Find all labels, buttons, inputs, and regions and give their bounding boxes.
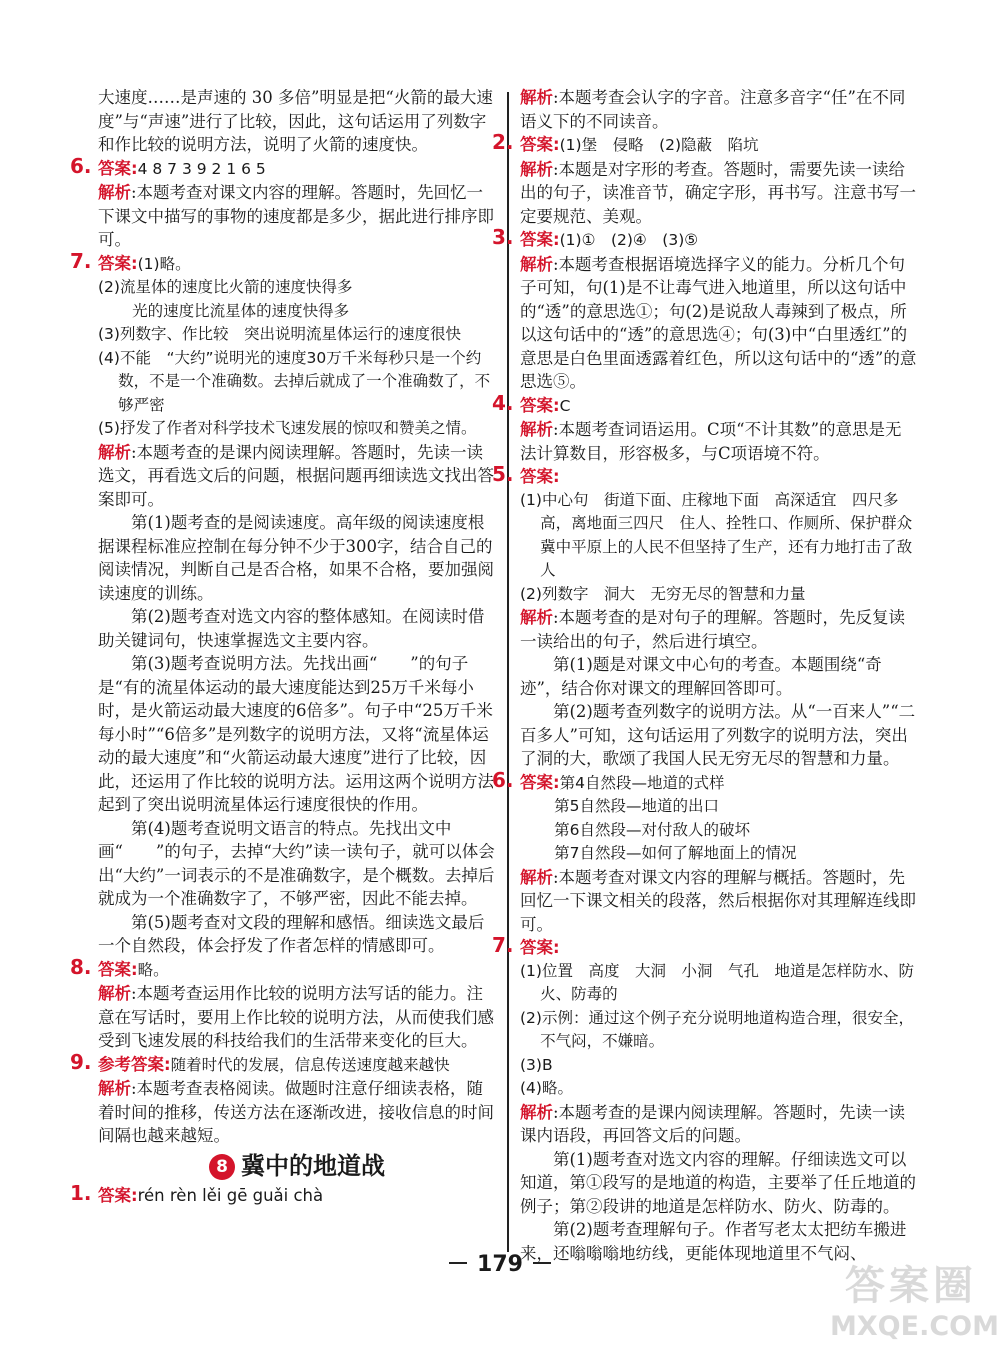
answer-text: 略。 (137, 960, 169, 979)
question-number: 7. (492, 933, 514, 957)
lesson8-question-6 (492, 767, 918, 937)
lesson8-question-1 (70, 1180, 496, 1208)
question-number: 1. (70, 1180, 92, 1205)
analysis-label: 解析 (98, 442, 131, 462)
analysis-label: 解析 (520, 88, 553, 107)
answer-text: (2)列数字 洞大 无穷无尽的智慧和力量 (520, 584, 806, 603)
lesson8-question-5 (492, 462, 928, 771)
column-divider (507, 92, 509, 1252)
answer-label: 答案: (98, 253, 138, 273)
analysis-paragraph: 第(1)题是对课文中心句的考查。本题围绕“奇迹”，结合你对课文的理解回答即可。 (520, 655, 882, 698)
answer-text: 第7自然段—如何了解地面上的情况 (554, 844, 797, 862)
question-number: 7. (70, 248, 92, 273)
question-6 (70, 153, 496, 252)
lesson-number-badge: 8 (209, 1154, 235, 1180)
answer-text: (4)略。 (520, 1079, 573, 1097)
answer-text: (1)① (2)④ (3)⑤ (559, 231, 699, 249)
analysis-paragraph: 第(3)题考查说明方法。先找出画“ ”的句子是“有的流星体运动的最大速度能达到25万千米每小时，是火箭运动最大速度的6倍多”。句子中“25万千米每小时”“6倍多”是列数字的说明方法，又将“流星体运动的最大速度”和“火箭运动最大速度”进行了比较，因此，还运用了作比较的说明方法。运用这两个说明方法起到了突出说明流星体运行速度很快的作用。 (98, 654, 494, 814)
answer-text: 第4自然段—地道的式样 (559, 773, 725, 792)
analysis-text: :本题考查的是课内阅读理解。答题时，先读一读选文，再看选文后的问题，根据问题再细读选文找出答案即可。 (98, 442, 494, 509)
analysis-label: 解析 (98, 183, 131, 202)
answer-label: 答案: (520, 230, 560, 249)
analysis-label: 解析 (520, 254, 553, 274)
answer-text: 第6自然段—对付敌人的破坏 (554, 820, 750, 839)
analysis-label: 解析 (520, 867, 553, 887)
analysis-paragraph: 第(4)题考查说明文语言的特点。先找出文中画“ ”的句子，去掉“大约”读一读句子，就可以体会出“大约”一词表示的不是准确数字，是个概数。去掉后就成为一个准确数字了，不够严密，因此不能去掉。 (98, 818, 495, 908)
dash-left (449, 1262, 467, 1264)
lesson8-question-1-analysis (520, 86, 918, 133)
analysis-text: :本题考查对课文内容的理解。答题时，先回忆一下课文中描写的事物的速度都是多少，据此进行排序即可。 (98, 183, 494, 249)
answer-text: (1)堡 侵略 (2)隐蔽 陷坑 (559, 136, 759, 154)
analysis-text: :本题是对字形的考查。答题时，需要先读一读给出的句子，读准音节，确定字形，再书写。注意书写一定要规范、美观。 (520, 159, 916, 226)
lesson8-question-2 (492, 130, 918, 228)
watermark-title: 答案圈 (845, 1263, 977, 1309)
answer-label: 参考答案: (98, 1054, 171, 1074)
analysis-label: 解析 (98, 1079, 131, 1098)
question-number: 8. (70, 954, 92, 979)
analysis-text: :本题考查对课文内容的理解与概括。答题时，先回忆一下课文相关的段落，然后根据你对其理解连线即可。 (520, 867, 916, 934)
answer-text: (4)不能 “大约”说明光的速度30万千米每秒只是一个约数，不是一个准确数。去掉后就成了一个准确数了，不够严密 (98, 348, 491, 414)
answer-text: (5)抒发了作者对科学技术飞速发展的惊叹和赞美之情。 (98, 419, 477, 437)
lesson8-question-4 (492, 390, 918, 466)
question-number: 6. (70, 153, 92, 178)
right-column (492, 86, 928, 1265)
lesson-title: 冀中的地道战 (241, 1151, 385, 1180)
analysis-text: :本题考查运用作比较的说明方法写话的能力。注意在写话时，要用上作比较的说明方法，从而使我们感受到飞速发展的科技给我们的生活带来变化的巨大。 (98, 984, 494, 1050)
answer-label: 答案: (520, 467, 560, 486)
question-number: 3. (492, 225, 514, 249)
watermark-url: MXQE.COM (830, 1311, 999, 1342)
pinyin-answer: rén rèn lěi gē guǎi chà (137, 1185, 324, 1205)
analysis-text: :本题考查的是课内阅读理解。答题时，先读一读课内语段，再回答文后的问题。 (520, 1102, 906, 1145)
answer-text: (2)流星体的速度比火箭的速度快得多 (98, 278, 353, 296)
answer-text: 随着时代的发展，信息传送速度越来越快 (170, 1055, 450, 1074)
answer-label: 答案: (98, 959, 138, 979)
analysis-text: :本题考查会认字的字音。注意多音字“任”在不同语义下的不同读音。 (520, 88, 906, 131)
analysis-label: 解析 (98, 984, 131, 1003)
left-column (70, 86, 496, 1207)
page-number-text: 179 (477, 1252, 523, 1277)
answer-label: 答案: (520, 772, 560, 792)
answer-text: (3)B (520, 1055, 553, 1074)
analysis-paragraph: 第(1)题考查的是阅读速度。高年级的阅读速度根据课程标准应控制在每分钟不少于300字，结合自己的阅读情况，判断自己是否合格，如果不合格，要加强阅读速度的训练。 (98, 513, 494, 603)
answer-label: 答案: (520, 938, 560, 957)
lesson8-question-3 (492, 225, 918, 394)
lesson8-question-7 (492, 933, 918, 1265)
answer-label: 答案: (98, 1185, 138, 1205)
section-title (98, 1151, 496, 1180)
question-number: 9. (70, 1049, 92, 1074)
analysis-paragraph: 第(5)题考查对文段的理解和感悟。细读选文最后一个自然段，体会抒发了作者怎样的情感即可。 (98, 912, 485, 955)
answer-text: (2)示例：通过这个例子充分说明地道构造合理，很安全，不气闷，不嫌暗。 (520, 1008, 914, 1050)
question-number: 5. (492, 462, 514, 486)
question-number: 4. (492, 390, 514, 415)
analysis-text: :本题考查根据语境选择字义的能力。分析几个句子可知，句(1)是不让毒气进入地道里，所以这句话中的“透”的意思选①；句(2)是说敌人毒辣到了极点，所以这句话中的“透”的意思选④；句(3)中“白里透红”的意思是白色里面透露着红色，所以这句话中的“透”的意思选⑤。 (520, 254, 917, 391)
answer-text: 第5自然段—地道的出口 (554, 797, 719, 815)
analysis-text: :本题考查表格阅读。做题时注意仔细读表格，随着时间的推移，传送方法在逐渐改进，接收信息的时间间隔也越来越短。 (98, 1079, 494, 1145)
answer-text: (1)位置 高度 大洞 小洞 气孔 地道是怎样防水、防火、防毒的 (520, 961, 914, 1003)
answer-text: (1)中心句 街道下面、庄稼地下面 高深适宜 四尺多高，离地面三四尺 住人、拴牲口、作厕所、保护群众 冀中平原上的人民不但坚持了生产，还有力地打击了敌人 (520, 490, 928, 579)
analysis-text: :本题考查词语运用。C项“不计其数”的意思是无法计算数目，形容极多，与C项语境不符。 (520, 420, 902, 463)
question-7 (70, 248, 496, 958)
analysis-label: 解析 (520, 420, 553, 439)
analysis-paragraph: 第(2)题考查列数字的说明方法。从“一百来人”“二百多人”可知，这句话运用了列数字的说明方法，突出了洞的大，歌颂了我国人民无穷无尽的智慧和力量。 (520, 702, 916, 768)
analysis-paragraph: 第(2)题考查理解句子。作者写老太太把纺车搬进来，还嗡嗡嗡地纺线，更能体现地道里不气闷、 (520, 1220, 907, 1263)
question-number: 6. (492, 767, 514, 792)
answer-text: C (559, 396, 571, 415)
analysis-label: 解析 (520, 1102, 553, 1122)
question-8 (70, 954, 496, 1053)
analysis-text: :本题考查的是对句子的理解。答题时，先反复读一读给出的句子，然后进行填空。 (520, 608, 906, 651)
answer-label: 答案: (520, 395, 560, 415)
answer-label: 答案: (98, 158, 138, 178)
watermark-logo (830, 1254, 999, 1354)
dash-right (533, 1262, 551, 1264)
answer-text: 4 8 7 3 9 2 1 6 5 (137, 159, 266, 178)
answer-text: (1)略。 (137, 254, 191, 273)
question-9 (70, 1049, 496, 1148)
carryover-text: 大速度……是声速的 30 多倍”明显是把“火箭的最大速度”与“声速”进行了比较，因此，这句话运用了列数字和作比较的说明方法，说明了火箭的速度快。 (98, 88, 493, 154)
analysis-paragraph: 第(2)题考查对选文内容的整体感知。在阅读时借助关键词句，快速掌握选文主要内容。 (98, 607, 485, 650)
analysis-label: 解析 (520, 159, 553, 179)
answer-text: 光的速度比流星体的速度快得多 (132, 301, 350, 320)
answer-text: (3)列数字、作比较 突出说明流星体运行的速度很快 (98, 325, 461, 343)
question-number: 2. (492, 130, 514, 154)
answer-label: 答案: (520, 135, 560, 154)
analysis-paragraph: 第(1)题考查对选文内容的理解。仔细读选文可以知道，第①段写的是地道的构造，主要举了任丘地道的例子；第②段讲的地道是怎样防水、防火、防毒的。 (520, 1149, 916, 1216)
analysis-label: 解析 (520, 608, 553, 627)
